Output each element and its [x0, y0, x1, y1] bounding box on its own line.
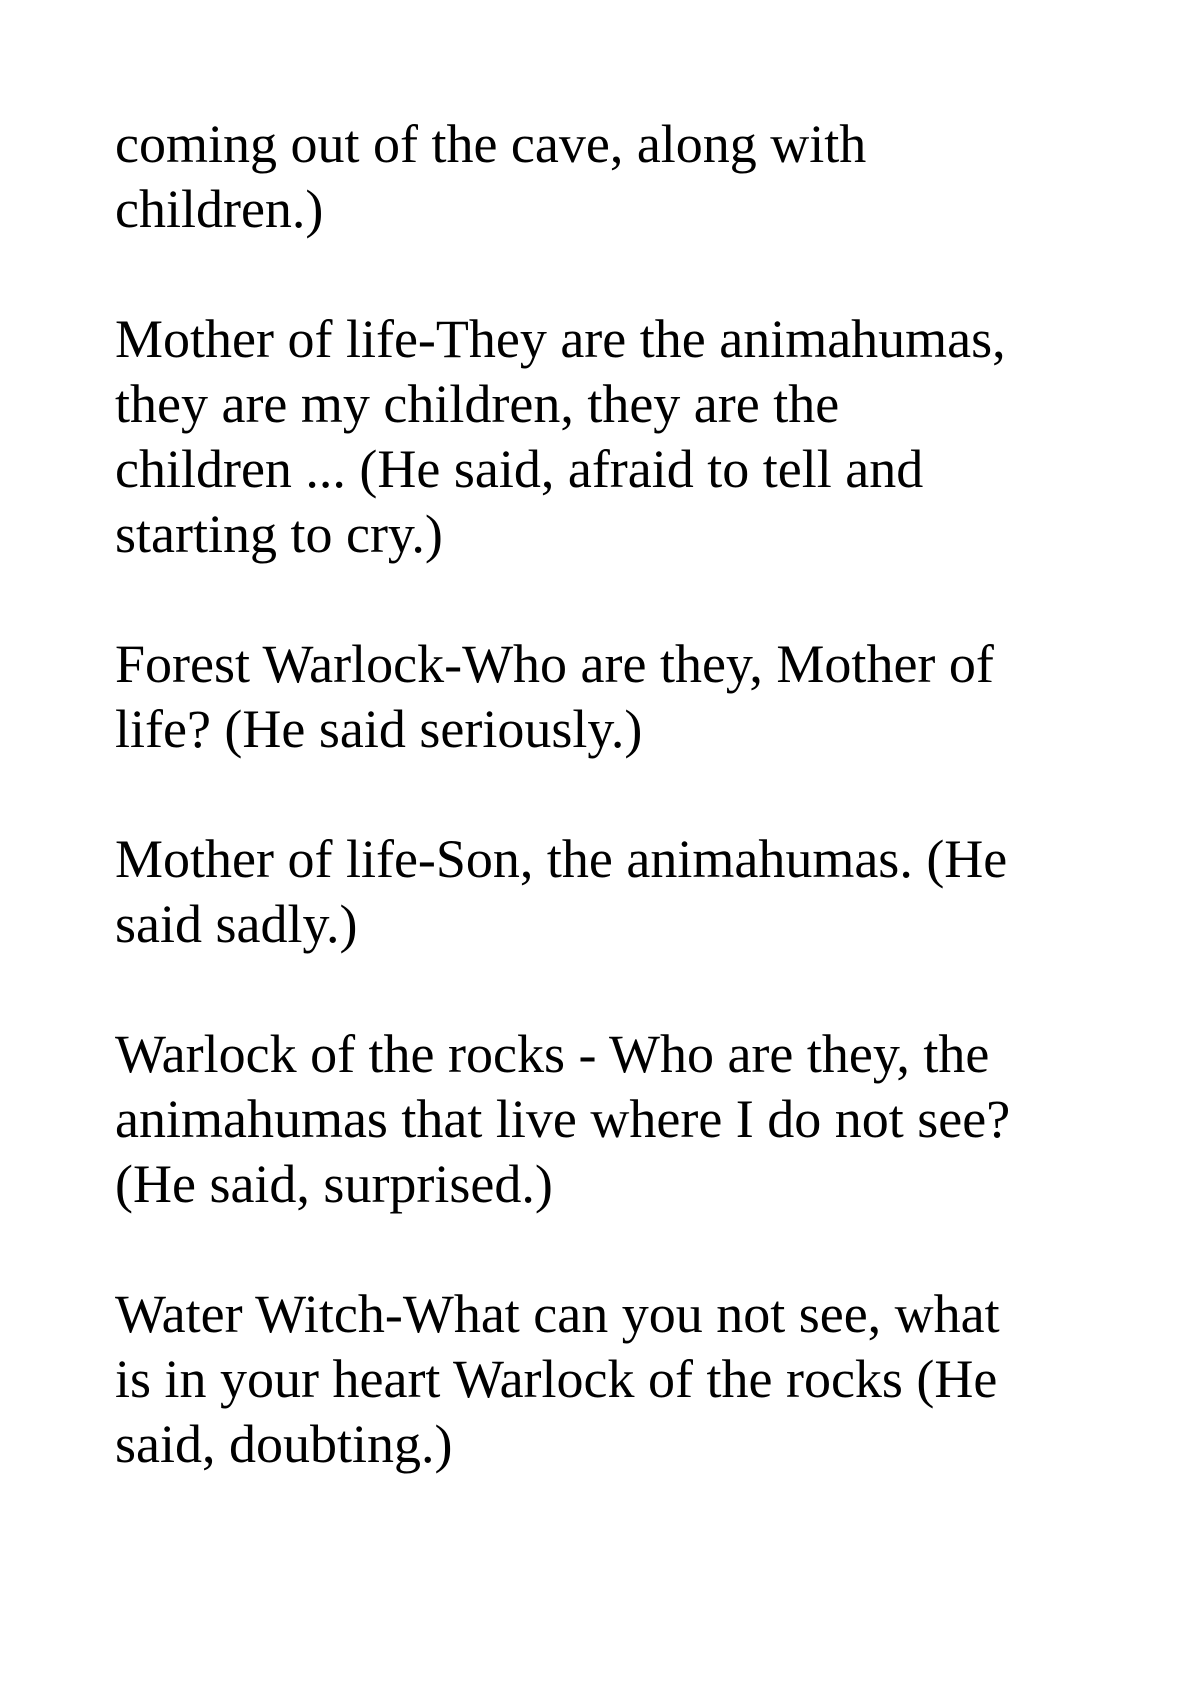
- paragraph-water-witch: [115, 1282, 1075, 1477]
- script-text: [115, 112, 1075, 1542]
- text-line: Forest Warlock-Who are they, Mother of: [115, 634, 994, 694]
- text-line: animahumas that live where I do not see?: [115, 1089, 1011, 1149]
- text-line: they are my children, they are the: [115, 374, 840, 434]
- text-line: is in your heart Warlock of the rocks (He: [115, 1349, 998, 1409]
- paragraph-warlock-of-the-rocks: [115, 1022, 1075, 1217]
- text-line: Warlock of the rocks - Who are they, the: [115, 1024, 990, 1084]
- text-line: Mother of life-They are the animahumas,: [115, 309, 1006, 369]
- text-line: children.): [115, 179, 324, 239]
- paragraph-mother-of-life-2: [115, 827, 1075, 957]
- text-line: said sadly.): [115, 894, 358, 954]
- text-line: (He said, surprised.): [115, 1154, 553, 1214]
- paragraph-scene-direction: [115, 112, 1075, 242]
- paragraph-forest-warlock: [115, 632, 1075, 762]
- text-line: coming out of the cave, along with: [115, 114, 867, 174]
- paragraph-mother-of-life-1: [115, 307, 1075, 567]
- text-line: starting to cry.): [115, 504, 443, 564]
- text-line: said, doubting.): [115, 1414, 453, 1474]
- text-line: life? (He said seriously.): [115, 699, 643, 759]
- text-line: Mother of life-Son, the animahumas. (He: [115, 829, 1008, 889]
- text-line: children ... (He said, afraid to tell and: [115, 439, 924, 499]
- text-line: Water Witch-What can you not see, what: [115, 1284, 1000, 1344]
